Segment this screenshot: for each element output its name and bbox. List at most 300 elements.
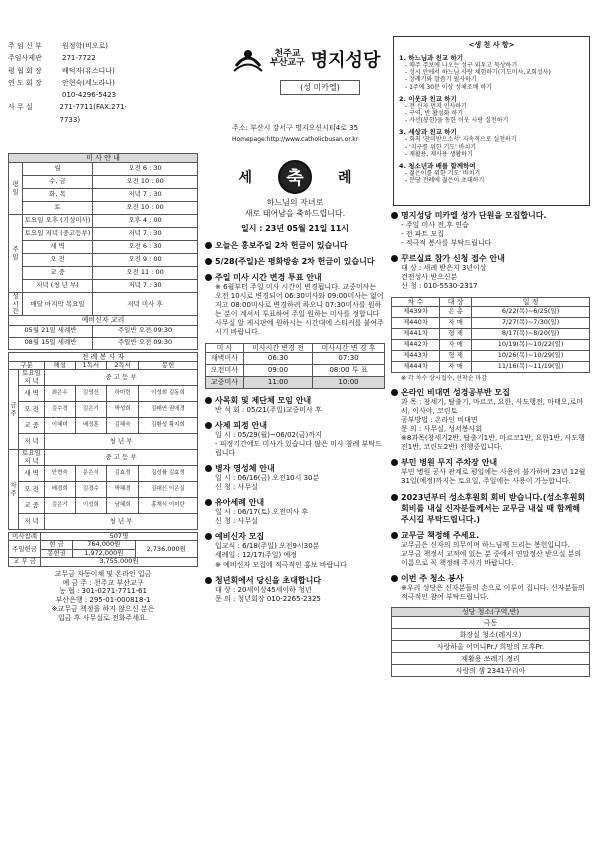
staff-role: 연 도 회 장 [8,78,42,87]
cursillo-cell: 6/22(목)~6/25(일) [472,306,590,317]
notice-title-text: 명지성당 미카엘 성가 단원을 모집합니다. [401,211,547,220]
servers-span: 중 고 등 부 [45,450,198,466]
notice-title [205,463,385,474]
notice-title-text: 유아세례 안내 [215,498,265,508]
bullet-icon [205,274,212,281]
account-line: 교무금 자동이체 및 온라인 입금 [54,569,152,578]
staff-row [8,40,143,52]
servers-week-label: 금주 [9,370,19,450]
cursillo-cell: 제442차 [392,339,440,350]
notice-body: 과 목 : 창세기, 탈출기, 마르코, 요한, 사도행전, 마태오,로마서, 이사야, 코린토 [401,397,584,415]
life-item: - 1주에 30분 이상 성체조배 하기 [405,83,492,91]
staff-row [8,52,143,64]
bullet-icon [205,465,212,472]
bullet-icon [205,577,212,584]
staff-role: 주 임 신 부 [8,42,42,50]
notice-title-text: 꾸르실료 참가 신청 접수 안내 [401,254,505,264]
mass-group: 주일 [9,215,23,293]
mass-time: 오전 10 : 00 [93,202,198,215]
cursillo-row [392,306,590,317]
right-column [391,210,590,677]
parish-logo [232,44,380,74]
servers-row [9,482,198,498]
mass-time: 오전 11 : 00 [93,267,198,280]
parish-homepage: Homepage:http://www.catholicbusan.or.kr [232,136,359,143]
cleaning-row [392,653,590,665]
servers-cell: 홍재식 이미란 [138,498,197,514]
notice-title [391,530,590,541]
mass-day: 화, 목 [23,189,93,202]
servers-span: 중 고 등 부 [45,370,198,386]
diocese-emblem-icon [232,44,264,74]
notice-title-text: 교무금 책정해 주세요. [401,530,480,540]
mass-group: 성시간 [9,293,23,316]
bullet-icon [391,389,398,396]
life-title: <생 천 사 항> [468,41,515,49]
cleaning-row [392,617,590,629]
mass-day: 월 [23,163,93,176]
mass-time: 저녁 미사 후 [93,293,198,316]
baptism-celebration [205,160,385,234]
staff-name: 271-7722 [62,54,96,63]
servers-row [9,402,198,418]
notice-body: ※우리 성당은 신자분들의 손으로 이루어 집니다. 신자분들의 적극적인 참여 부탁드립니다. [401,583,585,601]
attendance-value: 507명 [41,533,198,541]
mass-row [9,267,198,280]
cursillo-cell: 10/19(목)~10/22(일) [472,339,590,350]
mass-time: 저녁 7 : 30 [93,228,198,241]
cleaning-title: 성당 청소(구역,반) [392,608,590,617]
notice [391,457,590,486]
servers-cell: 김태연 권애경 [138,402,197,418]
cursillo-row [392,317,590,328]
mass-day: 오 전 [23,254,93,267]
cursillo-cell: 7/27(목)~7/30(일) [472,317,590,328]
bullet-icon [205,258,212,265]
mass-row [9,280,198,293]
cursillo-cell: 자 매 [440,339,472,350]
vote-cell: 10:00 [313,376,385,388]
celebration-se: 세 [238,170,252,186]
notice-body: 대 상 : 세례 받은지 3년이상 [401,264,487,273]
bullet-icon [205,499,212,506]
mass-group: 평일 [9,163,23,215]
cursillo-row [392,350,590,361]
life-item: - 구역, 반 활성화 하기 [405,109,464,117]
servers-row [9,498,198,514]
life-item: - '지구를 위한 기도' 바치기 [405,143,477,151]
servers-cell: 하미련 [107,386,139,402]
notice-title-text: 온라인 비대면 성경공부반 모집 [401,387,510,397]
bullet-icon [391,212,398,219]
notice [205,256,385,267]
notice-body: 교무금은 신자의 의무이며 하느님께 드리는 봉헌입니다. [401,540,570,549]
bullet-icon [391,494,398,501]
bullet-icon [391,459,398,466]
cursillo-row [392,339,590,350]
diocese-line1: 천주교 [274,48,301,59]
mass-row [9,189,198,202]
notice-title [391,387,590,398]
due-label: 교 무 금 [9,558,41,566]
notice-body: - 피정기간에도 미사가 있습니다 많은 미사 참례 부탁드립니다 [215,439,382,457]
notice [391,210,590,248]
notice-title [205,395,385,406]
staff-name: 배덕자(유스디나) [62,66,115,75]
servers-head-cell: 1독서 [75,361,107,369]
cleaning-row [392,641,590,653]
notice-title [205,256,385,267]
notice-body: 공부방법 : 온라인 비대면 [401,415,478,424]
cursillo-cell: 자 매 [440,361,472,372]
notice [391,253,590,291]
staff-row [8,101,143,126]
mass-row [9,254,198,267]
vote-cell: 새벽미사 [206,352,244,364]
notice-body: 일 시 : 06/17(토) 오전미사 후 [215,508,309,517]
mass-day: 새 벽 [23,241,93,254]
notice-body: - 전 파트 모집 [401,230,445,239]
mass-day: 저녁 (청 년 부) [23,280,93,293]
cursillo-row [392,328,590,339]
servers-table [8,352,198,531]
cursillo-cell: 은 총 [440,306,472,317]
staff-name: 271-7711(FAX.271-7733) [59,103,128,124]
servers-cell: 김혜숙 [107,418,139,434]
bullet-icon [205,242,212,249]
servers-slot: 오 전 [19,402,45,418]
life-item: - 매주 주보에 나오는 성구 외우고 묵상하기 [405,62,518,69]
notice-title-text: 병자 영성체 안내 [215,463,275,473]
bullet-icon [205,422,212,429]
servers-cell: 문은식 [75,466,107,482]
cursillo-cell: 10/26(목)~10/29(일) [472,350,590,361]
servers-head-cell: 봉헌 [138,361,197,369]
notice-body: 문 의 : 청년회장 010-2265-2325 [215,594,321,603]
bullet-icon [391,532,398,539]
notice-title [205,531,385,542]
cleaning-row [392,665,590,677]
cleaning-row [392,629,590,641]
servers-slot: 새 벽 [19,386,45,402]
notice-body: - 주일 미사 전,후 연습 [401,221,469,229]
life-section-head: 2. 이웃과 친교 하기 [399,94,457,103]
bullet-icon [391,255,398,262]
cursillo-cell: 제441차 [392,328,440,339]
bullet-icon [391,575,398,582]
diocese-line2: 부산교구 [270,58,305,68]
vote-head-cell: 미 사 [206,343,244,352]
life-item: - 회칙 '찬미받으소서' 지속적으로 실천하기 [405,136,517,144]
life-section-head: 1. 하느님과 친교 하기 [399,54,464,62]
baptism-row [9,337,198,349]
servers-row [9,514,198,530]
notice-title [205,497,385,508]
servers-cell: 김은기 [45,498,76,514]
vote-row [206,376,385,388]
servers-cell: 박성희 [107,402,139,418]
notice-title [205,420,385,431]
notice-title [391,573,590,584]
bullet-icon [205,397,212,404]
servers-slot: 토요일 저 녁 [19,450,45,466]
notice [205,395,385,415]
cursillo-cell: 제443차 [392,350,440,361]
staff-list [8,40,143,126]
mass-day: 토요일 오후 (기성미사) [23,215,93,228]
offering-pledge-label: 봉헌권 [41,549,73,557]
offering-total: 2,736,000원 [135,541,197,558]
mass-time: 오전 6 : 30 [93,241,198,254]
vote-head-cell: 미사시간 변경 전 [243,343,312,352]
account-info [8,570,198,623]
servers-cell: 최은우 [45,386,76,402]
notice-title [205,272,385,283]
servers-cell: 박혜경 [107,482,139,498]
life-item: - 젊은이를 위한 기도' 바치기 [405,169,481,177]
servers-title: 전 례 봉 사 자 [9,352,198,361]
celebration-badge: 축 [278,160,312,194]
left-column [8,153,198,622]
cleaning-cell: 화장실 청소(레지오) [392,629,590,641]
notice [205,463,385,492]
life-item: - 전 신자 먼저 인사하기 [405,102,467,110]
servers-slot: 저 녁 [19,514,45,530]
vote-cell: 08:00 투 표 [313,364,385,376]
servers-row [9,434,198,450]
offering-cash-label: 현 금 [41,541,73,549]
staff-name: 안현숙(세노라나) [62,78,115,87]
servers-cell: 배정훈 [75,418,107,434]
notice-body: 교무금 책정서 교적에 있는 분 중에서 연말정산 받으실 분의 이름으로 꼭 책정해 주시기 바랍니다. [401,549,582,567]
staff-row [8,77,143,89]
life-item: - 재활용, 재사용 생활하기 [405,150,473,158]
attendance-label: 미사참례 [9,533,41,541]
cleaning-cell: 극동 [392,617,590,629]
notice [391,530,590,568]
notice-title-text: 오늘은 홍보주일 2차 헌금이 있습니다 [215,241,348,250]
notice [205,240,385,251]
cleaning-cell: 사랑하올 어머니Pr./ 희망의 모후Pr. [392,641,590,653]
notice-body: 입교식 : 6/18(주일) 오전9시30분 [215,542,320,551]
life-item: - 분당 전례에 젊은이 초대하기 [405,177,485,185]
notice-body: 대 상 : 20세이상45세이하 청년 [215,585,312,594]
life-item: - 장례기와 말씀기 필사하기 [405,76,477,84]
mass-table [8,153,198,350]
notice [205,497,385,526]
mass-day: 교 중 [23,267,93,280]
notice-body: 신 청 : 사무실 [215,483,258,492]
servers-head-cell: 2독서 [107,361,139,369]
baptism-time: 주일반 오전 09:30 [93,337,198,349]
servers-head-cell: 구분 [9,361,45,369]
notice-body: 세례일 : 12/17(주일) 예정 [215,551,298,560]
servers-row [9,386,198,402]
vote-cell: 07:30 [313,352,385,364]
cleaning-cell: 사랑의 샘 2341꾸리아 [392,665,590,677]
notice-body: 일 시 : 05/29(월)~06/02(금)까지 [215,430,322,439]
mass-time: 오후 4 : 00 [93,215,198,228]
notice-body: ※8과목(창세기2반, 탈출기1반, 마르코1반, 요한1반, 사도행전1반, 코린도2반) 진행중입니다. [401,434,585,452]
baptism-label: 05월 21일 세례반 [9,325,93,337]
vote-cell: 오전미사 [206,364,244,376]
celebration-rye: 례 [338,170,352,186]
notice-title-text: 청년회에서 당신을 초대합니다 [215,575,322,585]
offering-pledge-value: 1,972,000원 [73,549,135,557]
notice-body: 문 의 : 사무실, 성서봉사회 [401,425,483,434]
celebration-msg2: 새로 태어남을 축하드립니다. [244,209,346,218]
mass-time: 저녁 7 : 30 [93,189,198,202]
notice-title [391,253,590,264]
servers-cell: 이성희 [75,498,107,514]
notice-title [205,240,385,251]
mass-row [9,202,198,215]
account-line: 농 협 : 301-0271-7711-61 [58,587,148,596]
middle-column [205,160,385,609]
servers-slot: 새 벽 [19,466,45,482]
cursillo-head-cell: 차 수 [392,297,440,306]
notice-title [205,575,385,586]
mass-time: 오전 6 : 30 [93,163,198,176]
mass-time: 저녁 7 : 30 [93,280,198,293]
notice-body: ※ 6월부터 주일 미사 시간이 변경됩니다. 교중미사는 오전 10시로 변경되어 06:30미사와 09:00미사는 없어지고 08:00미사로 변경하려 하오니 07:30미사를 원하는 분이 계셔서 투표하여 주일 원하는 미사를 정합니다 사무실 앞 게시판에 원하시는 시간대에 스티커를 붙여주시기 바랍니다. [215,283,384,337]
mass-day: 토요일 저녁 (중고등부) [23,228,93,241]
servers-slot: 교 중 [19,418,45,434]
servers-cell: 김대신 이은실 [138,482,197,498]
parish-address: 주소: 부산시 강서구 명지오션시티4로 35 [232,124,359,132]
servers-cell: 김은기 [75,402,107,418]
account-line: 입금 후 사무실로 전화주세요. [57,613,149,622]
notice-body: 반 석 회 : 05/21(주일)교중미사 후 [215,405,322,414]
cursillo-head-cell: 일 정 [472,297,590,306]
servers-row [9,418,198,434]
servers-cell: 김경수 [75,482,107,498]
account-line: 예 금 주 : 천주교 부산교구 [62,578,144,587]
vote-cell: 교중미사 [206,376,244,388]
notice-body: 부민 병원 공사 관계로 평일에는 사용이 불가하며 23년 12월 31일(예정)까지는 토요일, 주일에는 사용이 가능합니다. [401,468,586,486]
parish-patron: (성 미카엘) [280,80,360,95]
mass-row [9,241,198,254]
notice-title [391,492,590,525]
mass-title: 미 사 안 내 [9,154,198,163]
life-item: - 성시 안에서 하느님 사랑 체험하기(기도미사,교회성사) [405,69,551,77]
life-section-head: 3. 세상과 친교 하기 [399,128,457,137]
notice [391,573,590,602]
finance-table [8,532,198,567]
mass-day: 매달 마지막 목요일 [23,293,93,316]
staff-row [8,65,143,77]
account-line: 부산은행 : 295-01-000818-1 [55,596,151,605]
notice [205,272,385,338]
servers-row [9,370,198,386]
servers-row [9,466,198,482]
account-line: ※교무금 책정을 하지 않으신 분은 [51,604,155,613]
notice-title-text: 주일 미사 시간 변경 투표 안내 [215,273,322,282]
notice [205,531,385,569]
parish-name: 명지성당 [310,50,381,71]
mass-row [9,293,198,316]
servers-cell: 김효정 [107,466,139,482]
cursillo-note: ※ 각 차수 상시접수, 선착순 마감 [401,374,488,382]
notice-title-text: 2023년부터 성소후원회 회비 받습니다.(성소후원회 회비를 내실 신자분들께서는 교무금 내실 때 함께해 주시길 부탁드립니다.) [401,492,586,524]
servers-cell: 김성률 김효정 [138,466,197,482]
notice-title [391,457,590,468]
life-item: - 자선(봉헌)을 동한 이웃 사랑 실천하기 [405,117,509,125]
servers-span: 청 년 부 [45,434,198,450]
vote-row [206,352,385,364]
mass-row [9,163,198,176]
notice [391,492,590,525]
servers-cell: 이성희 김동희 [138,386,197,402]
notice-body: 일 시 : 06/16(금) 오전10시 30분 [215,473,320,482]
cleaning-table [391,607,590,677]
notice-body: ※ 예비신자 모집에 적극적인 홍보 바랍니다 [215,560,347,569]
cursillo-cell: 제444차 [392,361,440,372]
servers-cell: 김수경 [45,402,76,418]
baptism-title: 예비신자 교리 [9,316,198,325]
servers-cell: 김영신 [75,386,107,402]
servers-cell: 남혜희 [107,498,139,514]
servers-slot: 토요일 저 녁 [19,370,45,386]
staff-role: 평 협 회 장 [8,66,42,75]
mass-day: 수, 금 [23,176,93,189]
mass-row [9,176,198,189]
baptism-label: 08월 15일 세례반 [9,337,93,349]
notice-body: 건전성사 받으신분 [401,273,458,282]
servers-cell: 이혜미 [45,418,76,434]
notice-title-text: 부민 병원 무지 주차장 안내 [401,458,498,468]
due-value: 3,755,000원 [41,558,198,566]
cursillo-cell: 8/17(목)~8/20(일) [472,328,590,339]
servers-slot: 오 전 [19,482,45,498]
cursillo-head-cell: 대 상 [440,297,472,306]
notice [205,575,385,604]
bullet-icon [205,533,212,540]
cursillo-cell: 제439차 [392,306,440,317]
notice [205,420,385,458]
life-section-head: 4. 청소년과 배를 함께하여 [399,161,476,170]
cursillo-cell: 제440차 [392,317,440,328]
notice-title-text: 사목회 및 제단체 모임 안내 [215,395,312,405]
mass-day: 토 [23,202,93,215]
baptism-row [9,325,198,337]
notice-body: - 적극적 봉사를 부탁드립니다 [401,239,492,248]
staff-role: 주임사제관 [8,54,42,63]
notice-title-text: 이번 주 청소 봉사 [401,573,464,583]
staff-name: 010-4296-5423 [62,91,117,99]
baptism-time: 주일반 오전 09:30 [93,325,198,337]
cursillo-cell: 형 제 [440,328,472,339]
servers-span: 청 년 부 [45,514,198,530]
servers-row [9,450,198,466]
cursillo-table [391,297,590,373]
notice-body: 신 청 : 사무실 [215,517,258,526]
vote-table [205,343,385,389]
offering-label: 주일헌금 [9,541,41,558]
staff-row [8,89,143,101]
notice-title-text: 사제 피정 안내 [215,420,267,430]
cleaning-cell: 재활용 쓰레기 정리 [392,653,590,665]
vote-cell: 06:30 [243,352,312,364]
mass-row [9,215,198,228]
vote-cell: 09:00 [243,364,312,376]
servers-head-cell: 해설 [45,361,76,369]
staff-role [8,89,56,101]
servers-slot: 저 녁 [19,434,45,450]
notice-body: 신 청 : 010-5530-2317 [401,282,478,291]
cursillo-row [392,361,590,372]
offering-cash-value: 764,000원 [73,541,135,549]
